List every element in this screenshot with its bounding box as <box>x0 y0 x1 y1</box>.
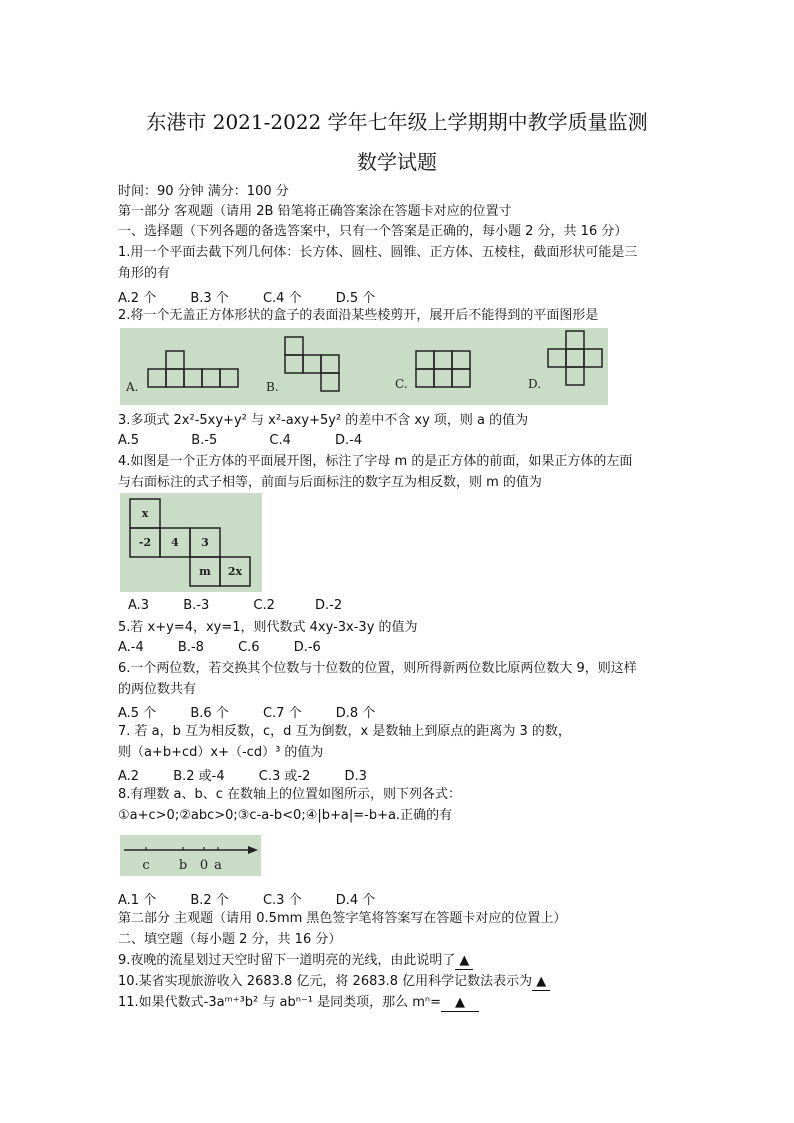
q8-figure <box>120 835 261 876</box>
q2-label-b: B. <box>266 380 279 394</box>
q1-options <box>118 287 405 306</box>
q4-cube-net <box>120 493 262 592</box>
q8-options <box>118 889 405 908</box>
q7-option-d: D.3 <box>344 769 367 784</box>
q7-option-c: C.3 或-2 <box>258 769 311 784</box>
q7-line1: 7. 若 a，b 互为相反数，c，d 互为倒数，x 是数轴上到原点的距离为 3 的数， <box>118 724 571 739</box>
q11-line <box>118 994 678 1012</box>
q8-line1: 8.有理数 a、b、c 在数轴上的位置如图所示，则下列各式： <box>118 787 462 802</box>
q1-option-b: B.3 个 <box>190 291 229 306</box>
q3-option-b: B.-5 <box>191 433 218 448</box>
q8-axis-label-0: 0 <box>199 858 209 873</box>
q10-text: 10.某省实现旅游收入 2683.8 亿元，将 2683.8 亿用科学记数法表示为 <box>118 974 533 989</box>
q8-option-c: C.3 个 <box>262 893 302 908</box>
q8-axis-label-b: b <box>178 858 188 873</box>
q9-text: 9.夜晚的流星划过天空时留下一道明亮的光线，由此说明了 <box>118 953 456 968</box>
q3-option-a: A.5 <box>118 433 140 448</box>
q1-line2: 角形的有 <box>118 266 171 281</box>
q10-answer-blank: ▲ <box>532 973 550 991</box>
q4-option-d: D.-2 <box>315 598 343 613</box>
q4-option-a: A.3 <box>128 598 150 613</box>
q8-number-line <box>120 835 261 876</box>
q2-net-diagrams <box>120 328 608 405</box>
q9-answer-blank: ▲ <box>455 952 473 970</box>
q3-options <box>118 433 392 448</box>
q5-options <box>118 640 351 655</box>
q4-cell-x: x <box>141 507 149 520</box>
q7-line2: 则（a+b+cd）x+（-cd）³ 的值为 <box>118 745 324 760</box>
q4-line2: 与右面标注的式子相等，前面与后面标注的数字互为相反数，则 m 的值为 <box>118 475 542 490</box>
q4-cell-neg2: -2 <box>138 536 152 549</box>
q3-text: 3.多项式 2x²-5xy+y² 与 x²-axy+5y² 的差中不含 xy 项，则 a 的值为 <box>118 413 529 428</box>
q4-line1: 4.如图是一个正方体的平面展开图，标注了字母 m 的是正方体的前面，如果正方体的左面 <box>118 454 633 469</box>
q2-label-a: A. <box>126 380 139 394</box>
exam-meta: 时间：90 分钟 满分：100 分 <box>118 184 289 199</box>
q6-option-d: D.8 个 <box>335 706 376 721</box>
q3-option-d: D.-4 <box>335 433 363 448</box>
part2-heading: 第二部分 主观题（请用 0.5mm 黑色签字笔将答案写在答题卡对应的位置上） <box>118 911 567 926</box>
q4-option-b: B.-3 <box>183 598 210 613</box>
page-subtitle: 数学试题 <box>357 150 437 174</box>
q6-line2: 的两位数共有 <box>118 682 197 697</box>
q4-cell-2x: 2x <box>227 565 243 578</box>
q1-option-a: A.2 个 <box>118 291 157 306</box>
q6-option-c: C.7 个 <box>262 706 302 721</box>
section2-heading: 二、填空题（每小题 2 分，共 16 分） <box>118 932 342 947</box>
q4-option-c: C.2 <box>253 598 275 613</box>
part1-heading: 第一部分 客观题（请用 2B 铅笔将正确答案涂在答题卡对应的位置寸 <box>118 204 512 219</box>
q7-option-a: A.2 <box>118 769 140 784</box>
q9-line <box>118 952 678 970</box>
q7-options <box>118 765 397 784</box>
q11-text: 11.如果代数式-3aᵐ⁺³b² 与 abⁿ⁻¹ 是同类项，那么 mⁿ= <box>118 995 441 1010</box>
q6-options <box>118 702 405 721</box>
q7-option-b: B.2 或-4 <box>173 769 225 784</box>
q3-option-c: C.4 <box>269 433 291 448</box>
q2-label-c: C. <box>395 377 408 391</box>
q5-text: 5.若 x+y=4，xy=1，则代数式 4xy-3x-3y 的值为 <box>118 620 418 635</box>
q8-option-d: D.4 个 <box>335 893 376 908</box>
q4-cell-3: 3 <box>201 536 209 549</box>
q2-label-d: D. <box>528 377 542 391</box>
q5-option-d: D.-6 <box>293 640 321 655</box>
q6-option-b: B.6 个 <box>190 706 229 721</box>
q4-cell-4: 4 <box>171 536 179 549</box>
q1-line1: 1.用一个平面去截下列几何体：长方体、圆柱、圆锥、正方体、五棱柱，截面形状可能是三 <box>118 245 638 260</box>
q5-option-b: B.-8 <box>177 640 204 655</box>
q10-line <box>118 973 678 991</box>
q1-option-d: D.5 个 <box>335 291 376 306</box>
q2-figure <box>120 328 608 405</box>
q5-option-a: A.-4 <box>118 640 144 655</box>
q4-figure <box>120 493 262 592</box>
q8-axis-label-c: c <box>142 858 150 873</box>
q6-option-a: A.5 个 <box>118 706 157 721</box>
page-title: 东港市 2021-2022 学年七年级上学期期中教学质量监测 <box>146 110 648 134</box>
q1-option-c: C.4 个 <box>262 291 302 306</box>
q2-text: 2.将一个无盖正方体形状的盒子的表面沿某些棱剪开，展开后不能得到的平面图形是 <box>118 308 599 323</box>
q8-option-a: A.1 个 <box>118 893 157 908</box>
q4-options <box>128 598 372 613</box>
q8-option-b: B.2 个 <box>190 893 229 908</box>
q11-answer-blank: ▲ <box>441 994 479 1012</box>
section1-heading: 一、选择题（下列各题的备选答案中，只有一个答案是正确的，每小题 2 分，共 16 分） <box>118 224 628 239</box>
q8-axis-label-a: a <box>214 858 222 873</box>
q5-option-c: C.6 <box>238 640 260 655</box>
q4-cell-m: m <box>199 565 211 578</box>
q6-line1: 6.一个两位数，若交换其个位数与十位数的位置，则所得新两位数比原两位数大 9，则这样 <box>118 661 637 676</box>
q8-line2: ①a+c>0;②abc>0;③c-a-b<0;④|b+a|=-b+a.正确的有 <box>118 808 453 823</box>
